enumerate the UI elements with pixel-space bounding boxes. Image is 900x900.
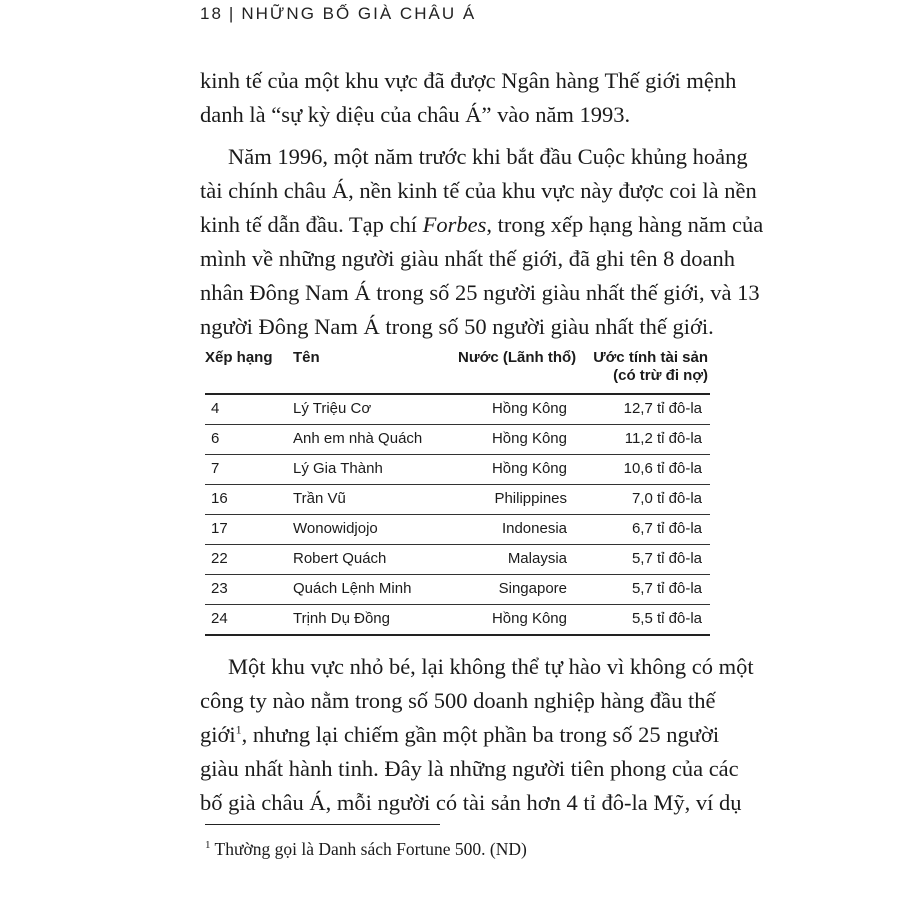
header-rank: Xếp hạng: [205, 349, 273, 366]
header-assets-line-1: Ước tính tài sản: [593, 349, 708, 366]
country-cell: Malaysia: [507, 550, 567, 567]
paragraph-3-line-3: [200, 718, 720, 752]
header-assets: [593, 349, 708, 385]
header-name: Tên: [293, 349, 320, 366]
paragraph-3-line-3-start: giới: [200, 722, 236, 747]
paragraph-2-line-5: nhân Đông Nam Á trong số 25 người giàu nhất thế giới, và 13: [200, 280, 760, 305]
name-cell: Robert Quách: [293, 550, 387, 567]
rank-cell: 6: [211, 430, 220, 447]
billionaire-table: [205, 343, 710, 636]
name-cell: Lý Gia Thành: [293, 460, 383, 477]
paragraph-3-line-1: Một khu vực nhỏ bé, lại không thể tự hào vì không có một: [228, 654, 754, 679]
assets-cell: 5,7 tỉ đô-la: [631, 550, 702, 567]
paragraph-2-line-2: tài chính châu Á, nền kinh tế của khu vực này được coi là nền: [200, 178, 757, 203]
assets-cell: 6,7 tỉ đô-la: [631, 520, 702, 537]
table-body: [205, 395, 710, 636]
paragraph-3-line-3-end: , nhưng lại chiếm gần một phần ba trong số 25 người: [241, 722, 720, 747]
page-number: 18: [200, 4, 223, 23]
running-header: [200, 4, 476, 24]
name-cell: Lý Triệu Cơ: [293, 400, 372, 417]
table-row: [205, 485, 710, 515]
assets-cell: 7,0 tỉ đô-la: [631, 490, 702, 507]
magazine-title-forbes: Forbes: [422, 212, 487, 237]
footnote-reference: 1: [235, 722, 242, 737]
paragraph-3-line-4: giàu nhất hành tinh. Đây là những người tiên phong của các: [200, 756, 739, 781]
country-cell: Hồng Kông: [491, 400, 567, 417]
header-country: Nước (Lãnh thổ): [458, 349, 577, 366]
paragraph-2-line-3-end: , trong xếp hạng hàng năm của: [486, 212, 764, 237]
country-cell: Philippines: [494, 490, 567, 507]
paragraph-1: [200, 64, 737, 132]
table-row: [205, 545, 710, 575]
paragraph-3-line-2: công ty nào nằm trong số 500 doanh nghiệp hàng đầu thế: [200, 688, 716, 713]
table-row: [205, 515, 710, 545]
paragraph-1-line-2: danh là “sự kỳ diệu của châu Á” vào năm 1993.: [200, 102, 631, 127]
footnote-text: Thường gọi là Danh sách Fortune 500. (ND): [210, 839, 527, 859]
paragraph-2-line-3: [200, 208, 764, 242]
rank-cell: 4: [211, 400, 220, 417]
paragraph-2: [200, 140, 764, 344]
footnote: [205, 838, 527, 860]
table-row: [205, 455, 710, 485]
name-cell: Trịnh Dụ Đồng: [293, 610, 390, 627]
paragraph-2-line-4: mình về những người giàu nhất thế giới, đã ghi tên 8 doanh: [200, 246, 735, 271]
assets-cell: 5,7 tỉ đô-la: [631, 580, 702, 597]
name-cell: Anh em nhà Quách: [293, 430, 423, 447]
paragraph-2-line-6: người Đông Nam Á trong số 50 người giàu nhất thế giới.: [200, 314, 714, 339]
name-cell: Wonowidjojo: [293, 520, 378, 537]
table-row: [205, 395, 710, 425]
rank-cell: 17: [211, 520, 228, 537]
country-cell: Hồng Kông: [491, 460, 567, 477]
rank-cell: 16: [211, 490, 228, 507]
table-row: [205, 425, 710, 455]
country-cell: Singapore: [498, 580, 567, 597]
country-cell: Hồng Kông: [491, 430, 567, 447]
assets-cell: 11,2 tỉ đô-la: [624, 430, 702, 447]
rank-cell: 23: [211, 580, 228, 597]
header-assets-line-2: (có trừ đi nợ): [613, 367, 708, 384]
paragraph-2-line-1: Năm 1996, một năm trước khi bắt đầu Cuộc khủng hoảng: [228, 144, 748, 169]
country-cell: Indonesia: [501, 520, 567, 537]
rank-cell: 7: [211, 460, 220, 477]
table-row: [205, 605, 710, 636]
header-separator: |: [228, 4, 236, 23]
name-cell: Trần Vũ: [293, 490, 346, 507]
paragraph-3: [200, 650, 754, 820]
footnote-marker: 1: [205, 839, 211, 852]
table-row: [205, 575, 710, 605]
name-cell: Quách Lệnh Minh: [293, 580, 412, 597]
paragraph-2-line-3-start: kinh tế dẫn đầu. Tạp chí: [200, 212, 423, 237]
book-title: NHỮNG BỐ GIÀ CHÂU Á: [241, 4, 477, 23]
assets-cell: 12,7 tỉ đô-la: [623, 400, 702, 417]
rank-cell: 22: [211, 550, 228, 567]
footnote-divider: [205, 824, 440, 825]
rank-cell: 24: [211, 610, 228, 627]
assets-cell: 10,6 tỉ đô-la: [623, 460, 702, 477]
paragraph-1-line-1: kinh tế của một khu vực đã được Ngân hàng Thế giới mệnh: [200, 68, 737, 93]
table-header: [205, 343, 710, 395]
assets-cell: 5,5 tỉ đô-la: [631, 610, 702, 627]
paragraph-3-line-5: bố già châu Á, mỗi người có tài sản hơn 4 tỉ đô-la Mỹ, ví dụ: [200, 790, 742, 815]
country-cell: Hồng Kông: [491, 610, 567, 627]
